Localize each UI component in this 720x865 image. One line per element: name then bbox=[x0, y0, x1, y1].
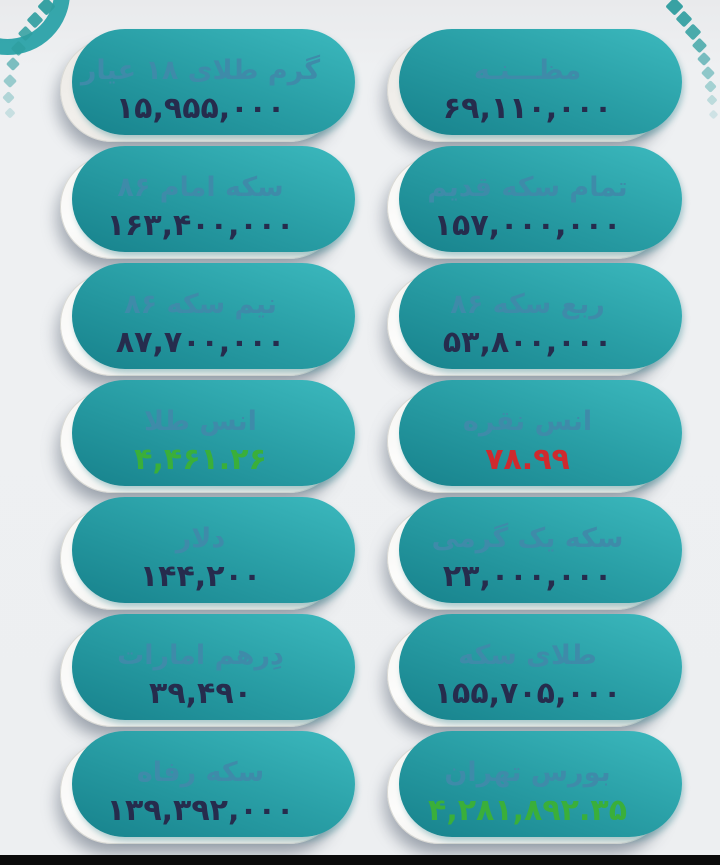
price-card-emami-coin-86 bbox=[60, 155, 341, 259]
price-card-mazaneh bbox=[387, 38, 668, 142]
price-card-label: تمام سکه قدیم bbox=[427, 171, 628, 203]
price-card-value: ۴,۴۶۱.۲۶ bbox=[134, 441, 267, 477]
price-card-label: سکه رفاه bbox=[136, 756, 265, 788]
price-card-label: طلای سکه bbox=[458, 639, 597, 671]
price-card-gold-ounce bbox=[60, 389, 341, 493]
price-card-value: ۷۸.۹۹ bbox=[485, 441, 570, 477]
price-card-value: ۱۵,۹۵۵,۰۰۰ bbox=[115, 90, 286, 126]
price-card-value: ۸۷,۷۰۰,۰۰۰ bbox=[115, 324, 286, 360]
price-card-value: ۲۳,۰۰۰,۰۰۰ bbox=[442, 558, 613, 594]
price-card-dollar bbox=[60, 506, 341, 610]
price-card-value: ۳۹,۴۹۰ bbox=[149, 675, 252, 711]
price-card-label: دِرهم امارات bbox=[117, 639, 284, 671]
price-card-coin-gold bbox=[387, 623, 668, 727]
price-card-label: دلار bbox=[175, 522, 226, 554]
price-card-label: گرم طلای ۱۸ عیار bbox=[80, 54, 321, 86]
price-card-label: مظـــنـه bbox=[473, 54, 582, 86]
price-card-silver-ounce bbox=[387, 389, 668, 493]
price-card-value: ۵۳,۸۰۰,۰۰۰ bbox=[442, 324, 613, 360]
price-card-value: ۴,۲۸۱,۸۹۲.۳۵ bbox=[428, 792, 627, 828]
price-card-label: بورس تهران bbox=[444, 756, 611, 788]
price-card-refah-coin bbox=[60, 740, 341, 844]
price-card-half-coin-86 bbox=[60, 272, 341, 376]
price-card-value: ۱۳۹,۳۹۲,۰۰۰ bbox=[106, 792, 295, 828]
price-card-gold-gram-18k bbox=[60, 38, 341, 142]
price-card-uae-dirham bbox=[60, 623, 341, 727]
price-card-value: ۱۴۴,۲۰۰ bbox=[139, 558, 262, 594]
price-card-label: انس طلا bbox=[144, 405, 257, 437]
price-card-label: سکه یک گرمی bbox=[431, 522, 624, 554]
price-card-one-gram-coin bbox=[387, 506, 668, 610]
price-card-full-coin-old bbox=[387, 155, 668, 259]
price-card-value: ۱۶۳,۴۰۰,۰۰۰ bbox=[106, 207, 295, 243]
price-card-label: سکه امام ۸۶ bbox=[117, 171, 284, 203]
price-card-value: ۱۵۵,۷۰۵,۰۰۰ bbox=[433, 675, 622, 711]
price-card-value: ۱۵۷,۰۰۰,۰۰۰ bbox=[433, 207, 622, 243]
price-card-label: ربع سکه ۸۶ bbox=[450, 288, 605, 320]
bottom-bar bbox=[0, 855, 720, 865]
price-card-label: نیم سکه ۸۶ bbox=[124, 288, 277, 320]
price-card-value: ۶۹,۱۱۰,۰۰۰ bbox=[442, 90, 613, 126]
price-card-tehran-bourse bbox=[387, 740, 668, 844]
price-card-quarter-coin-86 bbox=[387, 272, 668, 376]
price-card-label: انس نقره bbox=[462, 405, 593, 437]
